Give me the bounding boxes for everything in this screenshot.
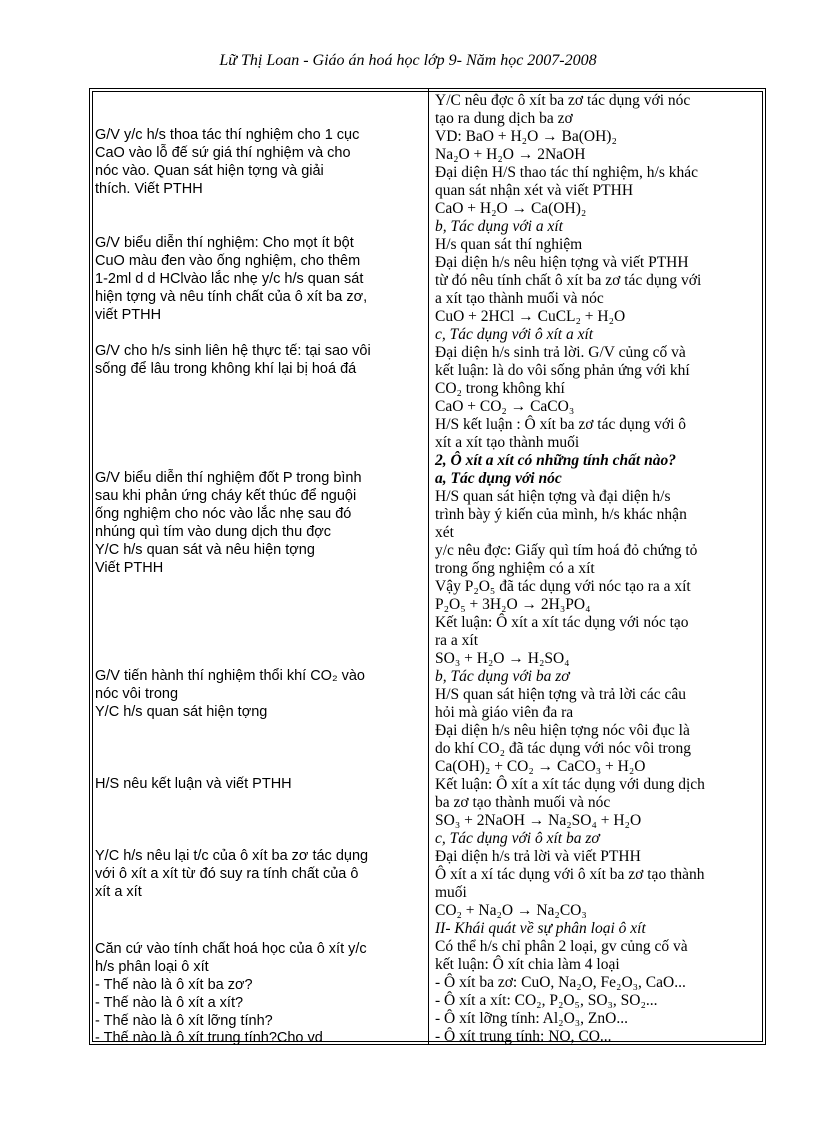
right-line: a, Tác dụng với nóc bbox=[435, 470, 562, 487]
left-line: nóc vào. Quan sát hiện tợng và giải bbox=[95, 163, 324, 179]
right-line: H/S quan sát hiện tợng và trả lời các câu bbox=[435, 686, 686, 703]
right-line: SO₃ + H₂O → H₂SO₄ bbox=[435, 650, 570, 667]
right-line: c, Tác dụng với ô xít ba zơ bbox=[435, 830, 600, 847]
left-line: G/V cho h/s sinh liên hệ thực tế: tại sao vôi bbox=[95, 343, 371, 359]
right-line: SO₃ + 2NaOH → Na₂SO₄ + H₂O bbox=[435, 812, 642, 829]
right-line: Na₂O + H₂O → 2NaOH bbox=[435, 146, 586, 163]
right-line: VD: BaO + H₂O → Ba(OH)₂ bbox=[435, 128, 617, 145]
right-line: tạo ra dung dịch ba zơ bbox=[435, 110, 573, 127]
right-line: b, Tác dụng với ba zơ bbox=[435, 668, 570, 685]
left-line: Y/C h/s quan sát hiện tợng bbox=[95, 704, 268, 720]
left-line: H/S nêu kết luận và viết PTHH bbox=[95, 776, 292, 792]
left-line: G/V y/c h/s thoa tác thí nghiệm cho 1 cục bbox=[95, 127, 360, 143]
left-line: viết PTHH bbox=[95, 307, 162, 323]
right-line: muối bbox=[435, 884, 467, 901]
left-line: thích. Viết PTHH bbox=[95, 181, 203, 197]
right-line: II- Khái quát về sự phân loại ô xít bbox=[435, 920, 646, 937]
left-line: 1-2ml d d HClvào lắc nhẹ y/c h/s quan sát bbox=[95, 271, 364, 287]
left-line: - Thế nào là ô xít lỡng tính? bbox=[95, 1013, 273, 1029]
right-line: Y/C nêu đợc ô xít ba zơ tác dụng với nóc bbox=[435, 92, 691, 109]
border-inner-left bbox=[92, 91, 93, 1042]
right-line: quan sát nhận xét và viết PTHH bbox=[435, 182, 634, 199]
right-line: CaO + H₂O → Ca(OH)₂ bbox=[435, 200, 587, 217]
right-line: a xít tạo thành muối và nóc bbox=[435, 290, 604, 307]
right-line: do khí CO₂ đã tác dụng với nóc vôi trong bbox=[435, 740, 691, 757]
right-line: Ca(OH)₂ + CO₂ → CaCO₃ + H₂O bbox=[435, 758, 646, 775]
left-line: Y/C h/s nêu lại t/c của ô xít ba zơ tác dụng bbox=[95, 848, 369, 864]
right-line: H/S quan sát hiện tợng và đại diện h/s bbox=[435, 488, 671, 505]
right-line: Ô xít a xí tác dụng với ô xít ba zơ tạo thành bbox=[435, 866, 705, 883]
left-line: CaO vào lỗ đế sứ giá thí nghiệm và cho bbox=[95, 145, 351, 161]
left-line: Viết PTHH bbox=[95, 560, 164, 576]
right-line: CaO + CO₂ → CaCO₃ bbox=[435, 398, 575, 415]
right-line: H/s quan sát thí nghiệm bbox=[435, 236, 583, 253]
right-line: ra a xít bbox=[435, 632, 479, 649]
right-line: - Ô xít lỡng tính: Al₂O₃, ZnO... bbox=[435, 1010, 628, 1027]
left-line: CuO màu đen vào ống nghiệm, cho thêm bbox=[95, 253, 361, 269]
left-line: Y/C h/s quan sát và nêu hiện tợng bbox=[95, 542, 315, 558]
right-line: Có thể h/s chỉ phân 2 loại, gv củng cố và bbox=[435, 938, 688, 955]
right-line: Đại diện h/s nêu hiện tợng nóc vôi đục là bbox=[435, 722, 690, 739]
right-line: b, Tác dụng với a xít bbox=[435, 218, 563, 235]
right-line: Đại diện H/S thao tác thí nghiệm, h/s khác bbox=[435, 164, 699, 181]
right-line: P₂O₅ + 3H₂O → 2H₃PO₄ bbox=[435, 596, 591, 613]
right-line: ba zơ tạo thành muối và nóc bbox=[435, 794, 611, 811]
left-line: - Thế nào là ô xít trung tính?Cho vd bbox=[95, 1030, 323, 1046]
left-line: nhúng quì tím vào dung dịch thu đợc bbox=[95, 524, 332, 540]
right-line: CO₂ + Na₂O → Na₂CO₃ bbox=[435, 902, 587, 919]
right-line: trình bày ý kiến của mình, h/s khác nhận bbox=[435, 506, 687, 523]
left-line: h/s phân loại ô xít bbox=[95, 959, 209, 975]
right-line: Kết luận: Ô xít a xít tác dụng với nóc tạo bbox=[435, 614, 689, 631]
right-line: CO₂ trong không khí bbox=[435, 380, 565, 397]
left-line: sống để lâu trong không khí lại bị hoá đá bbox=[95, 361, 357, 377]
lesson-table bbox=[89, 88, 766, 1045]
left-line: G/V tiến hành thí nghiệm thổi khí CO₂ vào bbox=[95, 668, 365, 684]
right-line: - Ô xít a xít: CO₂, P₂O₅, SO₃, SO₂... bbox=[435, 992, 658, 1009]
left-line: - Thế nào là ô xít ba zơ? bbox=[95, 977, 253, 993]
left-line: với ô xít a xít từ đó suy ra tính chất của ô bbox=[95, 866, 359, 882]
left-line: G/V biểu diễn thí nghiệm đốt P trong bình bbox=[95, 470, 362, 486]
right-line: H/S kết luận : Ô xít ba zơ tác dụng với ô bbox=[435, 416, 687, 433]
column-divider bbox=[428, 89, 429, 1044]
border-inner-right bbox=[762, 91, 763, 1042]
left-line: - Thế nào là ô xít a xít? bbox=[95, 995, 244, 1011]
right-line: kết luận: Ô xít chia làm 4 loại bbox=[435, 956, 620, 973]
right-line: Đại diện h/s nêu hiện tợng và viết PTHH bbox=[435, 254, 689, 271]
right-line: kết luận: là do vôi sống phản ứng với khí bbox=[435, 362, 690, 379]
page-header: Lữ Thị Loan - Giáo án hoá học lớp 9- Năm học 2007-2008 bbox=[219, 52, 597, 69]
left-line: ống nghiệm cho nóc vào lắc nhẹ sau đó bbox=[95, 506, 352, 522]
right-line: y/c nêu đợc: Giấy quì tím hoá đỏ chứng tỏ bbox=[435, 542, 698, 559]
right-line: - Ô xít ba zơ: CuO, Na₂O, Fe₂O₃, CaO... bbox=[435, 974, 686, 991]
left-line: xít a xít bbox=[95, 884, 142, 900]
right-line: Đại diện h/s trả lời và viết PTHH bbox=[435, 848, 641, 865]
right-line: CuO + 2HCl → CuCL₂ + H₂O bbox=[435, 308, 626, 325]
right-line: từ đó nêu tính chất ô xít ba zơ tác dụng với bbox=[435, 272, 702, 289]
right-line: - Ô xít trung tính: NO, CO... bbox=[435, 1028, 612, 1045]
left-line: nóc vôi trong bbox=[95, 686, 179, 702]
right-line: xít a xít tạo thành muối bbox=[435, 434, 580, 451]
left-line: G/V biểu diễn thí nghiệm: Cho mọt ít bột bbox=[95, 235, 354, 251]
left-line: Căn cứ vào tính chất hoá học của ô xít y/c bbox=[95, 941, 367, 957]
right-line: 2, Ô xít a xít có những tính chất nào? bbox=[435, 452, 676, 469]
right-line: Đại diện h/s sinh trả lời. G/V củng cố và bbox=[435, 344, 686, 361]
right-line: Vậy P₂O₅ đã tác dụng với nóc tạo ra a xít bbox=[435, 578, 691, 595]
right-line: c, Tác dụng với ô xít a xít bbox=[435, 326, 594, 343]
right-line: trong ống nghiệm có a xít bbox=[435, 560, 595, 577]
right-line: Kết luận: Ô xít a xít tác dụng với dung dịch bbox=[435, 776, 705, 793]
left-line: hiện tợng và nêu tính chất của ô xít ba zơ, bbox=[95, 289, 368, 305]
right-line: xét bbox=[435, 524, 454, 541]
left-line: sau khi phản ứng cháy kết thúc để nguội bbox=[95, 488, 357, 504]
right-line: hỏi mà giáo viên đa ra bbox=[435, 704, 574, 721]
